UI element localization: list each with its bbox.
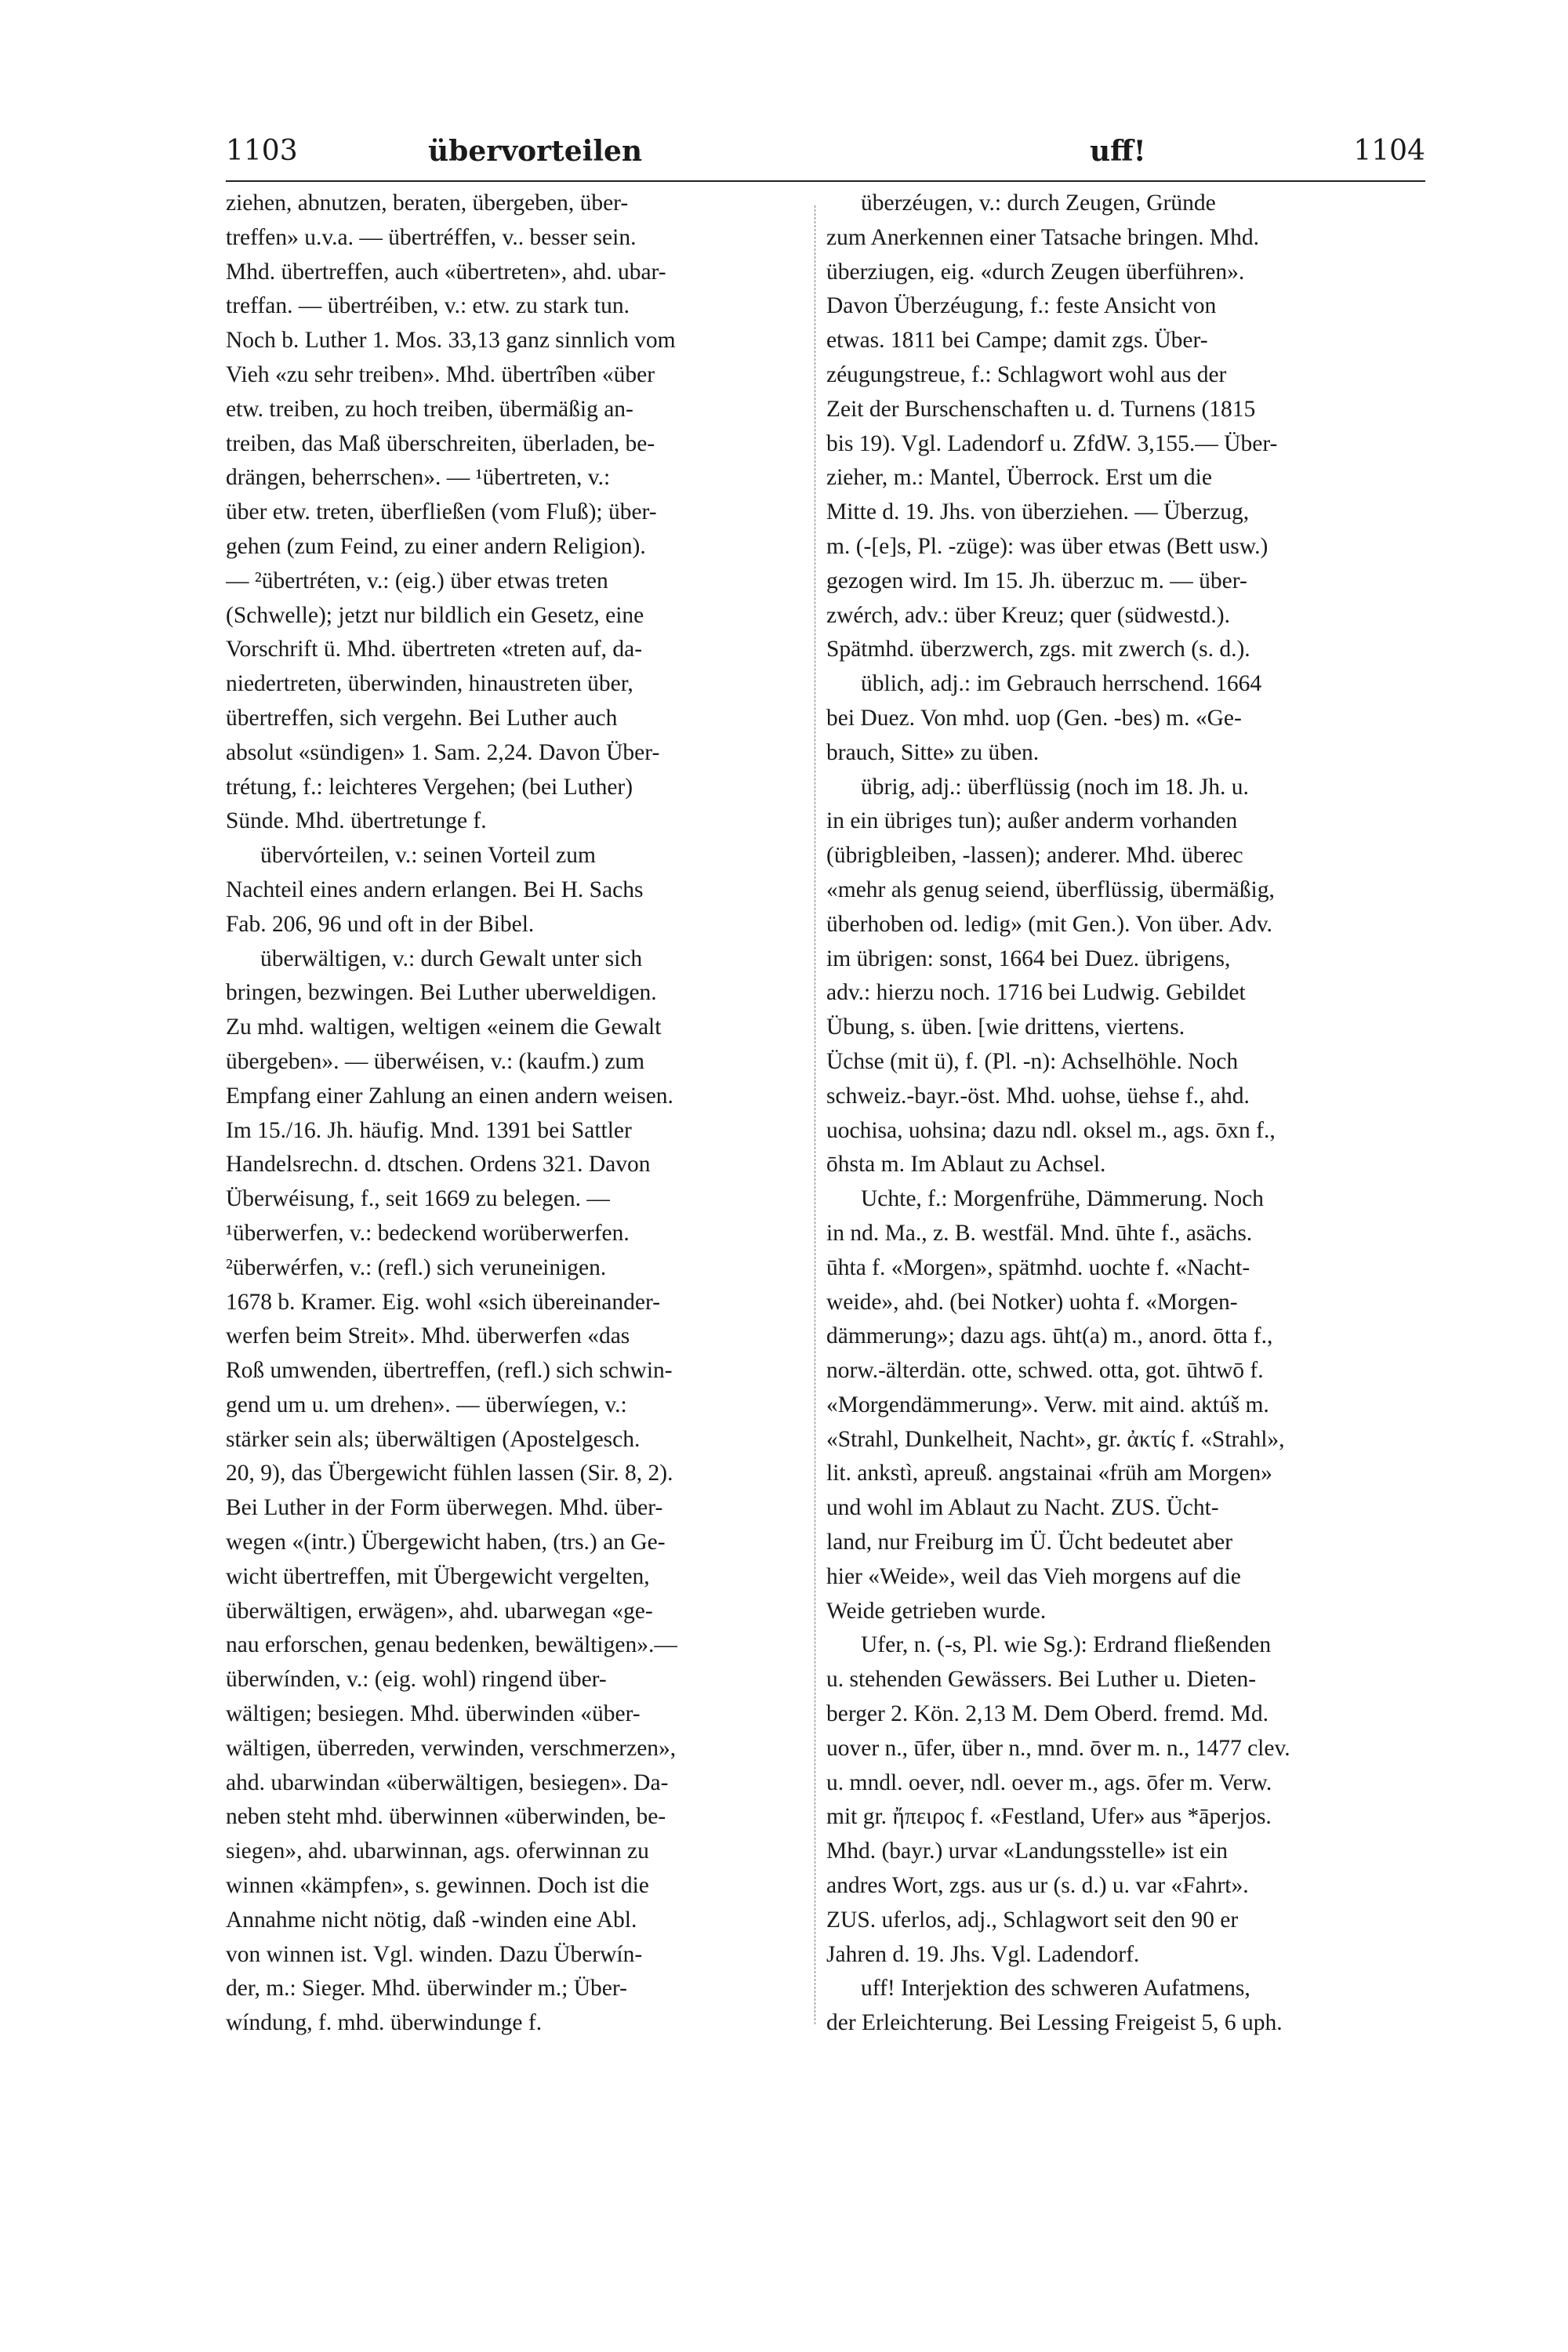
text-line: Weide getrieben wurde. — [826, 1598, 1047, 1624]
text-line: Mhd. (bayr.) urvar «Landungsstelle» ist ein — [826, 1838, 1229, 1864]
text-line: der Erleichterung. Bei Lessing Freigeist 5, 6 uph. — [826, 2010, 1283, 2036]
text-line: norw.-älterdän. otte, schwed. otta, got. ūhtwō f. — [826, 1358, 1264, 1384]
text-line: uff! Interjektion des schweren Aufatmens, — [861, 1976, 1250, 2002]
text-line: treiben, das Maß überschreiten, überladen, be- — [226, 430, 655, 456]
text-line: Mitte d. 19. Jhs. von überziehen. — Überzug, — [826, 499, 1250, 525]
text-line: Roß umwenden, übertreffen, (refl.) sich schwin- — [226, 1358, 673, 1384]
text-line: werfen beim Streit». Mhd. überwerfen «das — [226, 1323, 630, 1349]
text-line: zum Anerkennen einer Tatsache bringen. Mhd. — [826, 224, 1259, 250]
text-line: Sünde. Mhd. übertretunge f. — [226, 808, 487, 834]
text-line: übrig, adj.: überflüssig (noch im 18. Jh. u. — [861, 774, 1249, 800]
text-line: m. (-[e]s, Pl. -züge): was über etwas (Bett usw.) — [826, 533, 1269, 559]
text-line: winnen «kämpfen», s. gewinnen. Doch ist die — [226, 1873, 649, 1899]
text-line: ōhsta m. Im Ablaut zu Achsel. — [826, 1152, 1106, 1178]
text-line: und wohl im Ablaut zu Nacht. ZUS. Ücht- — [826, 1495, 1219, 1521]
text-line: etwas. 1811 bei Campe; damit zgs. Über- — [826, 328, 1208, 354]
text-line: «Strahl, Dunkelheit, Nacht», gr. ἀκτίς f. «Strahl», — [826, 1426, 1285, 1452]
text-line: wältigen, überreden, verwinden, verschmerzen», — [226, 1735, 677, 1761]
text-line: dämmerung»; dazu ags. ūht(a) m., anord. ōtta f., — [826, 1323, 1273, 1349]
text-line: ZUS. uferlos, adj., Schlagwort seit den 90 er — [826, 1907, 1239, 1933]
text-line: überwínden, v.: (eig. wohl) ringend über- — [226, 1667, 607, 1693]
text-line: Üchse (mit ü), f. (Pl. -n): Achselhöhle. Noch — [826, 1048, 1239, 1074]
text-line: etw. treiben, zu hoch treiben, übermäßig an- — [226, 396, 633, 422]
text-line: 20, 9), das Übergewicht fühlen lassen (Sir. 8, 2). — [226, 1461, 673, 1486]
text-line: ūhta f. «Morgen», spätmhd. uochte f. «Nacht- — [826, 1254, 1250, 1280]
text-line: hier «Weide», weil das Vieh morgens auf die — [826, 1563, 1241, 1589]
text-line: übergeben». — überwéisen, v.: (kaufm.) zum — [226, 1048, 645, 1074]
text-line: Überwéisung, f., seit 1669 zu belegen. — — [226, 1186, 610, 1212]
text-line: zwérch, adv.: über Kreuz; quer (südwestd.). — [826, 602, 1230, 628]
text-line: u. stehenden Gewässers. Bei Luther u. Dieten- — [826, 1667, 1257, 1693]
text-line: Spätmhd. überzwerch, zgs. mit zwerch (s. d.). — [826, 637, 1250, 662]
text-line: absolut «sündigen» 1. Sam. 2,24. Davon Über- — [226, 739, 660, 765]
text-line: der, m.: Sieger. Mhd. überwinder m.; Über- — [226, 1976, 627, 2002]
text-line: zéugungstreue, f.: Schlagwort wohl aus der — [826, 361, 1227, 387]
text-line: ahd. ubarwindan «überwältigen, besiegen». Da- — [226, 1769, 669, 1795]
text-line: uochisa, uohsina; dazu ndl. oksel m., ags. ōxn f., — [826, 1117, 1276, 1143]
text-line: Handelsrechn. d. dtschen. Ordens 321. Davon — [226, 1152, 651, 1178]
text-line: Empfang einer Zahlung an einen andern weisen. — [226, 1083, 673, 1109]
text-line: Übung, s. üben. [wie drittens, viertens. — [826, 1014, 1185, 1040]
text-line: — ²übertréten, v.: (eig.) über etwas treten — [226, 568, 608, 593]
text-line: Bei Luther in der Form überwegen. Mhd. über- — [226, 1495, 663, 1521]
running-header — [226, 132, 1425, 182]
left-column — [226, 187, 818, 2041]
text-line: (übrigbleiben, -lassen); anderer. Mhd. überec — [826, 843, 1243, 869]
text-line: Vieh «zu sehr treiben». Mhd. übertrîben «über — [226, 361, 655, 387]
guide-word-right: uff! — [1090, 135, 1146, 168]
text-line: «mehr als genug seiend, überflüssig, übermäßig, — [826, 877, 1275, 902]
text-line: Davon Überzéugung, f.: feste Ansicht von — [826, 293, 1217, 319]
text-line: ¹überwerfen, v.: bedeckend worüberwerfen. — [226, 1220, 630, 1246]
text-line: in ein übriges tun); außer anderm vorhanden — [826, 808, 1238, 834]
text-line: ziehen, abnutzen, beraten, übergeben, über- — [226, 191, 629, 216]
text-line: 1678 b. Kramer. Eig. wohl «sich übereinander- — [226, 1289, 661, 1315]
text-line: von winnen ist. Vgl. winden. Dazu Überwín- — [226, 1941, 643, 1967]
text-line: gend um u. um drehen». — überwíegen, v.: — [226, 1392, 627, 1417]
text-line: bis 19). Vgl. Ladendorf u. ZfdW. 3,155.— Über- — [826, 430, 1278, 456]
text-line: überwältigen, erwägen», ahd. ubarwegan «ge- — [226, 1598, 653, 1624]
text-line: mit gr. ἤπειρος f. «Festland, Ufer» aus *āperjos. — [826, 1804, 1272, 1830]
text-line: übertreffen, sich vergehn. Bei Luther auch — [226, 705, 618, 731]
text-line: ²überwérfen, v.: (refl.) sich veruneinigen. — [226, 1254, 607, 1280]
text-line: niedertreten, überwinden, hinaustreten über, — [226, 671, 633, 697]
text-line: brauch, Sitte» zu üben. — [826, 739, 1040, 765]
text-line: üblich, adj.: im Gebrauch herrschend. 1664 — [861, 671, 1262, 697]
text-line: gezogen wird. Im 15. Jh. überzuc m. — über- — [826, 568, 1247, 593]
text-line: Uchte, f.: Morgenfrühe, Dämmerung. Noch — [861, 1186, 1264, 1212]
text-line: Zeit der Burschenschaften u. d. Turnens (1815 — [826, 396, 1256, 422]
text-line: übervórteilen, v.: seinen Vorteil zum — [260, 843, 596, 869]
text-line: neben steht mhd. überwinnen «überwinden, be- — [226, 1804, 666, 1830]
text-line: überhoben od. ledig» (mit Gen.). Von über. Adv. — [826, 911, 1272, 937]
text-line: u. mndl. oever, ndl. oever m., ags. ōfer m. Verw. — [826, 1769, 1272, 1795]
text-line: Mhd. übertreffen, auch «übertreten», ahd. ubar- — [226, 259, 666, 285]
text-line: Im 15./16. Jh. häufig. Mnd. 1391 bei Sattler — [226, 1117, 632, 1143]
text-line: treffen» u.v.a. — übertréffen, v.. besser sein. — [226, 224, 637, 250]
text-line: andres Wort, zgs. aus ur (s. d.) u. var «Fahrt». — [826, 1873, 1249, 1899]
text-line: siegen», ahd. ubarwinnan, ags. oferwinnan zu — [226, 1838, 649, 1864]
text-line: wältigen; besiegen. Mhd. überwinden «über- — [226, 1701, 641, 1727]
text-line: Ufer, n. (-s, Pl. wie Sg.): Erdrand fließenden — [861, 1632, 1272, 1658]
text-line: Nachteil eines andern erlangen. Bei H. Sachs — [226, 877, 644, 902]
text-line: berger 2. Kön. 2,13 M. Dem Oberd. fremd. Md. — [826, 1701, 1269, 1727]
text-line: drängen, beherrschen». — ¹übertreten, v.: — [226, 465, 611, 491]
text-line: wicht übertreffen, mit Übergewicht vergelten, — [226, 1563, 650, 1589]
text-line: in nd. Ma., z. B. westfäl. Mnd. ūhte f., asächs. — [826, 1220, 1253, 1246]
guide-word-left: übervorteilen — [428, 135, 643, 168]
text-line: zieher, m.: Mantel, Überrock. Erst um die — [826, 465, 1212, 491]
text-line: Jahren d. 19. Jhs. Vgl. Ladendorf. — [826, 1941, 1140, 1967]
text-line: wíndung, f. mhd. überwindunge f. — [226, 2010, 543, 2036]
text-line: Vorschrift ü. Mhd. übertreten «treten auf, da- — [226, 637, 643, 662]
text-line: stärker sein als; überwältigen (Apostelgesch. — [226, 1426, 641, 1452]
text-line: Noch b. Luther 1. Mos. 33,13 ganz sinnlich vom — [226, 328, 676, 354]
page-number-left: 1103 — [226, 135, 298, 167]
text-line: überzéugen, v.: durch Zeugen, Gründe — [861, 191, 1216, 216]
text-line: im übrigen: sonst, 1664 bei Duez. übrigens, — [826, 946, 1231, 971]
text-line: bei Duez. Von mhd. uop (Gen. -bes) m. «Ge- — [826, 705, 1242, 731]
text-line: weide», ahd. (bei Notker) uohta f. «Morgen- — [826, 1289, 1238, 1315]
text-line: überziugen, eig. «durch Zeugen überführen». — [826, 259, 1245, 285]
text-line: land, nur Freiburg im Ü. Ücht bedeutet aber — [826, 1530, 1233, 1555]
text-line: wegen «(intr.) Übergewicht haben, (trs.) an Ge- — [226, 1530, 666, 1555]
text-line: adv.: hierzu noch. 1716 bei Ludwig. Gebildet — [826, 980, 1246, 1006]
text-line: «Morgendämmerung». Verw. mit aind. aktúš m. — [826, 1392, 1269, 1417]
page-number-right: 1104 — [1353, 135, 1425, 167]
text-line: über etw. treten, überfließen (vom Fluß); über- — [226, 499, 657, 525]
text-line: gehen (zum Feind, zu einer andern Religion). — [226, 533, 646, 559]
text-line: überwältigen, v.: durch Gewalt unter sich — [260, 946, 643, 971]
text-line: Zu mhd. waltigen, weltigen «einem die Gewalt — [226, 1014, 662, 1040]
text-line: (Schwelle); jetzt nur bildlich ein Gesetz, eine — [226, 602, 644, 628]
text-line: treffan. — übertréiben, v.: etw. zu stark tun. — [226, 293, 630, 319]
text-line: Annahme nicht nötig, daß -winden eine Abl. — [226, 1907, 637, 1933]
text-line: lit. ankstì, apreuß. angstainai «früh am Morgen» — [826, 1461, 1272, 1486]
text-line: Fab. 206, 96 und oft in der Bibel. — [226, 911, 535, 937]
text-line: uover n., ūfer, über n., mnd. ōver m. n., 1477 clev. — [826, 1735, 1290, 1761]
text-line: nau erforschen, genau bedenken, bewältigen».— — [226, 1632, 677, 1658]
text-line: trétung, f.: leichteres Vergehen; (bei Luther) — [226, 774, 633, 800]
right-column — [826, 187, 1422, 2041]
text-line: schweiz.-bayr.-öst. Mhd. uohse, üehse f., ahd. — [826, 1083, 1250, 1109]
text-line: bringen, bezwingen. Bei Luther uberweldigen. — [226, 980, 657, 1006]
